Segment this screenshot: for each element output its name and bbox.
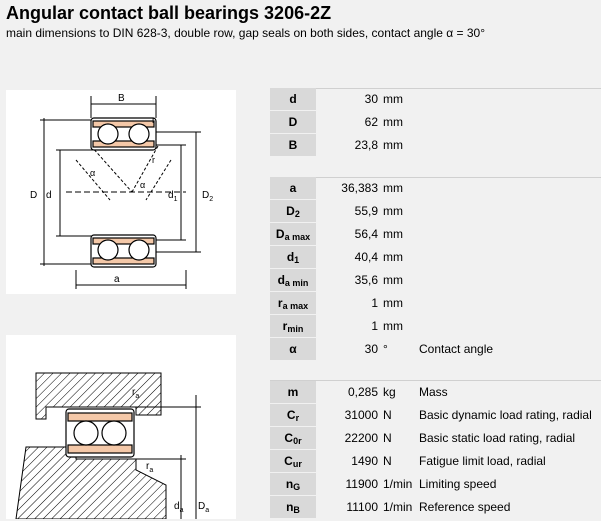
symbol-r-min: $r_{min}$ [270,315,316,337]
group-gap [270,361,601,381]
label-r-inner: r [152,155,155,165]
table-row [270,496,601,519]
label-da: $d_a$ [174,501,184,514]
symbol-d1: $d_1$ [270,246,316,268]
value: 1490 [351,454,378,468]
table-row [270,381,601,404]
value: 1 [371,319,378,333]
table-row [270,404,601,427]
description: Limiting speed [419,477,497,491]
unit: kg [383,385,396,399]
unit: N [383,454,392,468]
mounting-drawing [6,335,236,519]
table-row [270,427,601,450]
unit: 1/min [383,500,413,514]
label-alpha-right: α [140,180,146,190]
value: 30 [364,342,378,356]
table-row [270,88,601,111]
unit: mm [383,181,403,195]
description: Basic dynamic load rating, radial [419,408,592,422]
value: 0,285 [347,385,378,399]
table-row [270,473,601,496]
symbol-da-min: $d_{a min}$ [270,269,316,291]
unit: mm [383,273,403,287]
table-row [270,269,601,292]
table-row [270,338,601,361]
value: 22200 [344,431,378,445]
label-D2: $D_2$ [202,190,214,203]
symbol-C0r: $C_{0r}$ [270,427,316,449]
unit: mm [383,138,403,152]
unit: mm [383,296,403,310]
value: 35,6 [354,273,378,287]
label-d: d [46,190,52,201]
description: Mass [419,385,448,399]
table-row [270,200,601,223]
table-row [270,134,601,157]
value: 30 [364,92,378,106]
page-title: Angular contact ball bearings 3206-2Z [6,3,332,23]
value: 62 [364,115,378,129]
value: 40,4 [354,250,378,264]
label-ra-top: $r_a$ [132,387,140,400]
table-row [270,111,601,134]
value: 31000 [344,408,378,422]
description: Reference speed [419,500,511,514]
table-row [270,450,601,473]
unit: N [383,431,392,445]
unit: mm [383,115,403,129]
unit: 1/min [383,477,413,491]
page-subtitle: main dimensions to DIN 628-3, double row, gap seals on both sides, contact angle α = 30° [6,26,486,40]
unit: mm [383,204,403,218]
table-row [270,223,601,246]
value: 23,8 [354,138,378,152]
label-ra-bottom: $r_a$ [146,461,154,474]
unit: N [383,408,392,422]
label-r-top: r [152,115,155,125]
table-row [270,315,601,338]
symbol-d: d [270,88,316,110]
unit: mm [383,250,403,264]
symbol-alpha: α [270,338,316,360]
value: 1 [371,296,378,310]
label-a: a [114,274,120,285]
description: Fatigue limit load, radial [419,454,546,468]
symbol-ra-max: $r_{a max}$ [270,292,316,314]
label-D: D [30,190,38,201]
value: 55,9 [354,204,378,218]
symbol-nB: $n_B$ [270,496,316,518]
symbol-Da-max: $D_{a max}$ [270,223,316,245]
table-row [270,246,601,269]
symbol-Cr: $C_r$ [270,404,316,426]
unit: mm [383,227,403,241]
value: 11100 [346,500,378,514]
table-row [270,177,601,200]
label-B: B [118,93,125,104]
symbol-D: D [270,111,316,133]
symbol-Cur: $C_{ur}$ [270,450,316,472]
label-d1: $d_1$ [168,190,178,203]
symbol-nG: $n_G$ [270,473,316,495]
description: Basic static load rating, radial [419,431,576,445]
bearing-drawing [6,90,236,294]
unit: mm [383,92,403,106]
table-row [270,292,601,315]
value: 36,383 [341,181,378,195]
value: 11900 [345,477,378,491]
unit: mm [383,319,403,333]
description: Contact angle [419,342,494,356]
label-alpha-left: α [90,168,96,178]
dimensions-table [270,88,601,519]
label-Da: $D_a$ [198,501,210,514]
symbol-D2: $D_2$ [270,200,316,222]
group-gap [270,157,601,177]
unit: ° [383,342,388,356]
symbol-a: a [270,177,316,199]
symbol-m: m [270,381,316,403]
symbol-B: B [270,134,316,156]
value: 56,4 [354,227,378,241]
